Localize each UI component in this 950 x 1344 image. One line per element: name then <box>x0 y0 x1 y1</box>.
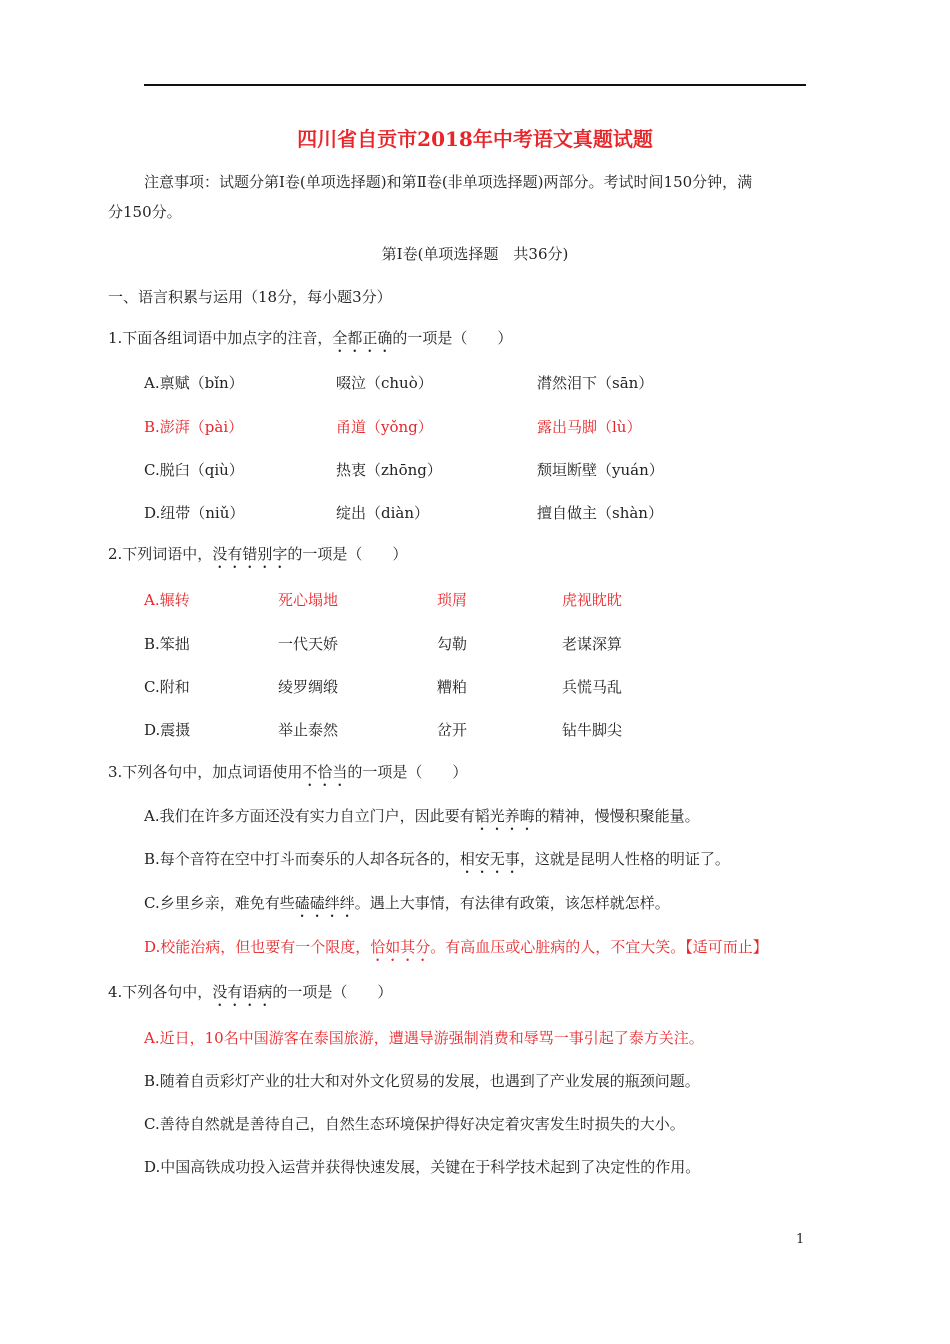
q2-option-a-2: 死心塌地 <box>278 591 339 609</box>
q4-option-d: D.中国高铁成功投入运营并获得快速发展，关键在于科学技术起到了决定性的作用。 <box>144 1158 701 1176</box>
q3-option-b-post: ，这就是昆明人性格的明证了。 <box>519 850 730 868</box>
q1-option-c-1: C.脱臼（qiù） <box>144 461 244 479</box>
q2-stem-pre: 2.下列词语中， <box>108 545 213 563</box>
q2-stem <box>108 544 407 572</box>
q1-option-a-1: A.禀赋（bǐn） <box>144 374 244 392</box>
q3-stem-pre: 3.下列各句中，加点词语使用 <box>108 763 303 781</box>
q2-option-b-2: 一代天娇 <box>278 635 339 653</box>
q3-option-c-dotted: 磕磕绊绊 <box>294 894 355 912</box>
q3-option-c-pre: C.乡里乡亲，难免有些 <box>144 894 295 912</box>
q2-option-d-4: 钻牛脚尖 <box>562 721 623 739</box>
q2-stem-post: 的一项是（ ） <box>287 545 408 563</box>
q1-option-b-3: 露出马脚（lù） <box>537 418 642 436</box>
q3-option-a-pre: A.我们在许多方面还没有实力自立门户，因此要有 <box>144 807 475 825</box>
q2-option-b-3: 勾勒 <box>437 635 468 653</box>
q1-option-b-2: 甬道（yǒng） <box>336 418 433 436</box>
q3-option-a-dotted: 韬光养晦 <box>474 807 535 825</box>
q3-option-a-post: 的精神，慢慢积聚能量。 <box>534 807 700 825</box>
q4-stem-dotted: 没有语病 <box>212 983 273 1001</box>
q1-option-c-3: 颓垣断壁（yuán） <box>537 461 664 479</box>
q2-option-b-1: B.笨拙 <box>144 635 190 653</box>
q2-option-a-3: 琐屑 <box>437 591 468 609</box>
part-one-heading: 一、语言积累与运用（18分，每小题3分） <box>108 288 392 306</box>
notice-line-1: 注意事项：试题分第Ⅰ卷(单项选择题)和第Ⅱ卷(非单项选择题)两部分。考试时间150分钟，满 <box>144 173 753 191</box>
q1-option-d-2: 绽出（diàn） <box>336 504 430 522</box>
q1-option-b-1: B.澎湃（pài） <box>144 418 244 436</box>
q3-stem-dotted: 不恰当 <box>302 763 348 781</box>
q1-stem-pre: 1.下面各组词语中加点字的注音， <box>108 329 333 347</box>
q4-stem-pre: 4.下列各句中， <box>108 983 213 1001</box>
q2-option-a-4: 虎视眈眈 <box>562 591 623 609</box>
q3-option-d-post: 。有高血压或心脏病的人，不宜大笑。【适可而止】 <box>430 938 768 956</box>
q3-option-b-pre: B.每个音符在空中打斗而奏乐的人却各玩各的， <box>144 850 460 868</box>
q2-option-a-1: A.辗转 <box>144 591 190 609</box>
q2-option-b-4: 老谋深算 <box>562 635 623 653</box>
section-header: 第Ⅰ卷(单项选择题 共36分) <box>381 245 569 263</box>
page-title: 四川省自贡市2018年中考语文真题试题 <box>297 127 653 151</box>
q1-option-c-2: 热衷（zhōng） <box>336 461 442 479</box>
q3-option-b <box>144 849 730 877</box>
q3-stem-post: 的一项是（ ） <box>347 763 468 781</box>
q2-option-c-2: 绫罗绸缎 <box>278 678 339 696</box>
q2-option-c-3: 糟粕 <box>437 678 468 696</box>
top-rule <box>144 84 806 86</box>
q1-option-d-3: 擅自做主（shàn） <box>537 504 663 522</box>
q1-option-a-2: 啜泣（chuò） <box>336 374 433 392</box>
q1-option-a-3: 潸然泪下（sān） <box>537 374 654 392</box>
q1-stem <box>108 328 512 356</box>
q3-stem <box>108 762 467 790</box>
q4-option-c: C.善待自然就是善待自己，自然生态环境保护得好决定着灾害发生时损失的大小。 <box>144 1115 685 1133</box>
q2-stem-dotted: 没有错别字 <box>212 545 288 563</box>
q3-option-d-pre: D.校能治病，但也要有一个限度， <box>144 938 371 956</box>
q2-option-d-2: 举止泰然 <box>278 721 339 739</box>
q3-option-a <box>144 806 700 834</box>
q3-option-c-post: 。遇上大事情，有法律有政策，该怎样就怎样。 <box>354 894 670 912</box>
q4-option-b: B.随着自贡彩灯产业的壮大和对外文化贸易的发展，也遇到了产业发展的瓶颈问题。 <box>144 1072 700 1090</box>
notice-line-2: 分150分。 <box>108 203 182 221</box>
q4-stem-post: 的一项是（ ） <box>272 983 393 1001</box>
q2-option-d-1: D.震摄 <box>144 721 191 739</box>
q1-stem-post: 的一项是（ ） <box>392 329 513 347</box>
q2-option-c-1: C.附和 <box>144 678 190 696</box>
q1-option-d-1: D.纽带（niǔ） <box>144 504 245 522</box>
q4-option-a: A.近日，10名中国游客在泰国旅游，遭遇导游强制消费和辱骂一事引起了泰方关注。 <box>144 1029 704 1047</box>
q1-stem-dotted: 全都正确 <box>332 329 393 347</box>
q3-option-d-dotted: 恰如其分 <box>370 938 431 956</box>
q2-option-d-3: 岔开 <box>437 721 468 739</box>
q3-option-d <box>144 937 768 965</box>
q4-stem <box>108 982 392 1010</box>
page-number: 1 <box>796 1232 805 1247</box>
q2-option-c-4: 兵慌马乱 <box>562 678 623 696</box>
q3-option-b-dotted: 相安无事 <box>459 850 520 868</box>
q3-option-c <box>144 893 670 921</box>
